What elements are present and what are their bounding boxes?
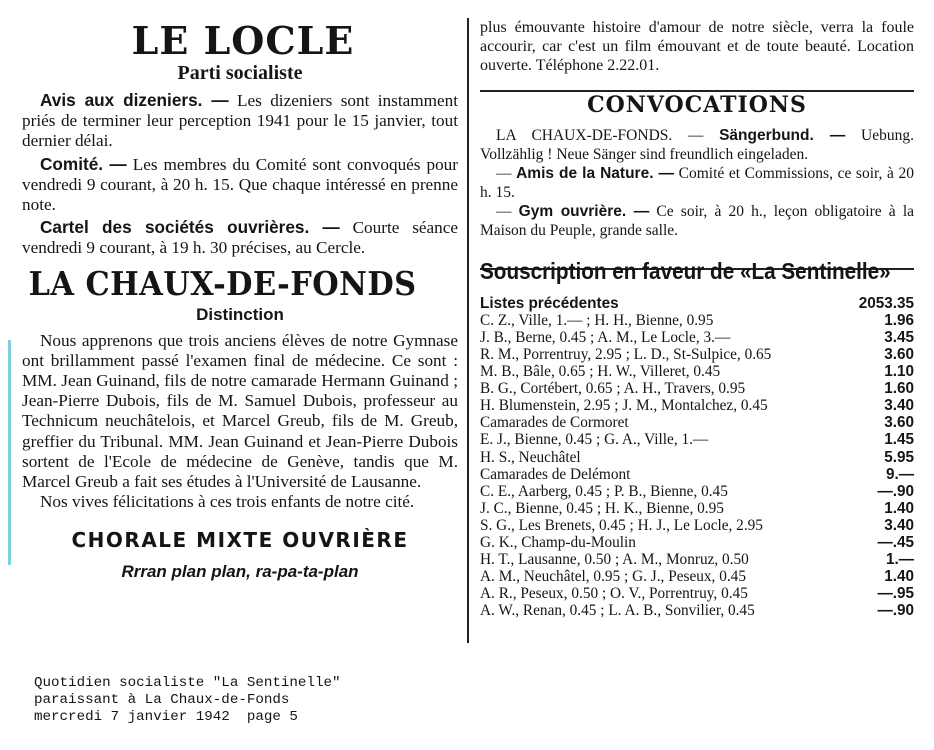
subscription-row <box>480 312 914 329</box>
right-column <box>480 18 914 619</box>
subscription-row <box>480 585 914 602</box>
margin-highlight-mark <box>8 340 11 565</box>
la-chaux-de-fonds-heading: LA CHAUX-DE-FONDS <box>28 263 417 303</box>
subscription-donor: A. M., Neuchâtel, 0.95 ; G. J., Peseux, 0.45 <box>480 568 746 586</box>
subscription-row <box>480 517 914 534</box>
subscription-amount: 1.60 <box>884 380 914 398</box>
convocation-saengerbund <box>480 126 914 164</box>
subscription-amount: —.90 <box>877 482 914 500</box>
convocation-amis-nature <box>480 164 914 202</box>
left-column <box>22 20 458 582</box>
subscription-donor: A. R., Peseux, 0.50 ; O. V., Porrentruy, 0.45 <box>480 585 748 603</box>
subscription-donor: J. B., Berne, 0.45 ; A. M., Le Locle, 3.— <box>480 328 731 346</box>
subscription-donor: R. M., Porrentruy, 2.95 ; L. D., St-Sulpice, 0.65 <box>480 345 772 363</box>
subscription-row <box>480 295 914 312</box>
convocation-gym <box>480 202 914 240</box>
subscription-amount: 3.40 <box>884 397 914 415</box>
subscription-row <box>480 551 914 568</box>
distinction-subheading: Distinction <box>196 304 284 324</box>
subscription-donor: J. C., Bienne, 0.45 ; H. K., Bienne, 0.95 <box>480 499 724 517</box>
subscription-amount: —.90 <box>877 602 914 620</box>
section-rule-top <box>480 90 914 92</box>
subscription-row <box>480 414 914 431</box>
subscription-row <box>480 431 914 448</box>
subscription-amount: —.95 <box>877 585 914 603</box>
subscription-amount: 2053.35 <box>858 294 914 312</box>
subscription-donor: H. Blumenstein, 2.95 ; J. M., Montalchez, 0.45 <box>480 397 768 415</box>
footer-line-2: paraissant à La Chaux-de-Fonds <box>34 692 290 708</box>
convocation-amis-nature-prefix: — <box>496 164 517 182</box>
subscription-row <box>480 534 914 551</box>
comite-head: Comité. — <box>40 153 127 174</box>
subscription-amount: 1.40 <box>884 499 914 517</box>
convocation-amis-nature-head: Amis de la Nature. — <box>516 164 675 182</box>
subscription-amount: 1.40 <box>884 568 914 586</box>
convocation-saengerbund-head: Sängerbund. — <box>719 126 846 144</box>
subscription-amount: 3.40 <box>884 516 914 534</box>
distinction-paragraph: Nous apprenons que trois anciens élèves de notre Gymnase ont brillamment passé l'examen final de médecine. Ce sont : MM. Jean Guinand, fils de notre camarade Hermann Guinand ; Jean-Pierre Dubois, fils de M. Samuel Dubois, professeur au Technicum neuchâtelois, et Marcel Greub, fils de M. Greub, greffier du Tribunal. MM. Jean Guinand et Jean-Pierre Dubois sortent de l'Ecole de médecine de Genève, tandis que M. Marcel Greub a fait ses études à l'Université de Lausanne. <box>22 330 458 492</box>
subscription-amount: 3.60 <box>884 414 914 432</box>
subscription-row <box>480 380 914 397</box>
subscription-row <box>480 329 914 346</box>
cartel-head: Cartel des sociétés ouvrières. — <box>40 217 340 238</box>
subscription-donor: B. G., Cortébert, 0.65 ; A. H., Travers, 0.95 <box>480 380 746 398</box>
convocation-gym-head: Gym ouvrière. — <box>518 202 650 220</box>
subscription-row <box>480 448 914 465</box>
footer-line-3: mercredi 7 janvier 1942 page 5 <box>34 709 298 725</box>
source-footer <box>34 675 341 726</box>
subscription-amount: 3.60 <box>884 345 914 363</box>
subscription-donor: S. G., Les Brenets, 0.45 ; H. J., Le Locle, 2.95 <box>480 516 763 534</box>
subscription-amount: 1.10 <box>884 363 914 381</box>
subscription-amount: —.45 <box>877 533 914 551</box>
avis-dizeniers-head: Avis aux dizeniers. — <box>40 90 229 110</box>
felicitations-paragraph: Nos vives félicitations à ces trois enfants de notre cité. <box>40 492 415 512</box>
subscription-row <box>480 500 914 517</box>
rrran-subheading: Rrran plan plan, ra-pa-ta-plan <box>121 562 359 582</box>
comite-paragraph <box>22 154 458 216</box>
convocation-saengerbund-prefix: LA CHAUX-DE-FONDS. — <box>496 126 720 144</box>
subscription-donor: Listes précédentes <box>480 294 619 312</box>
avis-dizeniers-paragraph <box>22 90 458 152</box>
subscription-donor: M. B., Bâle, 0.65 ; H. W., Villeret, 0.45 <box>480 363 721 381</box>
subscription-donor: H. S., Neuchâtel <box>480 448 581 466</box>
column-divider <box>467 18 469 643</box>
subscription-amount: 1.— <box>885 551 914 569</box>
subscription-donor: E. J., Bienne, 0.45 ; G. A., Ville, 1.— <box>480 431 709 449</box>
subscription-table <box>480 295 914 620</box>
subscription-donor: Camarades de Delémont <box>480 465 631 483</box>
subscription-donor: C. Z., Ville, 1.— ; H. H., Bienne, 0.95 <box>480 311 714 329</box>
chorale-heading: CHORALE MIXTE OUVRIÈRE <box>71 528 409 553</box>
subscription-row <box>480 568 914 585</box>
subscription-donor: C. E., Aarberg, 0.45 ; P. B., Bienne, 0.45 <box>480 482 728 500</box>
cartel-text: Courte séance vendredi 9 courant, à 19 h. 30 précises, au Cercle. <box>22 218 459 258</box>
subscription-amount: 1.96 <box>884 311 914 329</box>
parti-socialiste-subheading: Parti socialiste <box>177 62 303 84</box>
convocation-gym-text: Ce soir, à 20 h., leçon obligatoire à la Maison du Peuple, grande salle. <box>480 202 915 239</box>
cartel-paragraph <box>22 217 458 258</box>
convocation-gym-prefix: — <box>496 202 519 220</box>
subscription-row <box>480 602 914 619</box>
footer-line-1: Quotidien socialiste "La Sentinelle" <box>34 675 341 691</box>
subscription-amount: 9.— <box>885 465 914 483</box>
convocations-heading: CONVOCATIONS <box>587 91 807 118</box>
souscription-heading: Souscription en faveur de «La Sentinelle» <box>480 257 891 284</box>
convocation-saengerbund-text: Uebung. Vollzählig ! Neue Sänger sind freundlich eingeladen. <box>480 126 914 163</box>
subscription-row <box>480 363 914 380</box>
subscription-donor: Camarades de Cormoret <box>480 414 629 432</box>
subscription-row <box>480 483 914 500</box>
subscription-donor: G. K., Champ-du-Moulin <box>480 533 636 551</box>
subscription-donor: A. W., Renan, 0.45 ; L. A. B., Sonvilier, 0.45 <box>480 602 755 620</box>
subscription-row <box>480 346 914 363</box>
convocation-amis-nature-text: Comité et Commissions, ce soir, à 20 h. 15. <box>480 164 915 201</box>
subscription-amount: 5.95 <box>884 448 914 466</box>
subscription-row <box>480 466 914 483</box>
avis-dizeniers-text: Les dizeniers sont instamment priés de terminer leur perception 1941 pour le 15 janvier, tout dernier délai. <box>22 91 458 151</box>
film-continuation-paragraph: plus émouvante histoire d'amour de notre siècle, verra la foule accourir, car c'est un film émouvant et de toute beauté. Location ouverte. Téléphone 2.22.01. <box>480 19 914 75</box>
subscription-row <box>480 397 914 414</box>
comite-text: Les membres du Comité sont convoqués pour vendredi 9 courant, à 20 h. 15. Que chaque intéressé en prenne note. <box>22 154 458 215</box>
le-locle-heading: LE LOCLE <box>131 18 355 63</box>
subscription-donor: H. T., Lausanne, 0.50 ; A. M., Monruz, 0.50 <box>480 551 749 569</box>
subscription-amount: 1.45 <box>884 431 914 449</box>
subscription-amount: 3.45 <box>884 328 914 346</box>
